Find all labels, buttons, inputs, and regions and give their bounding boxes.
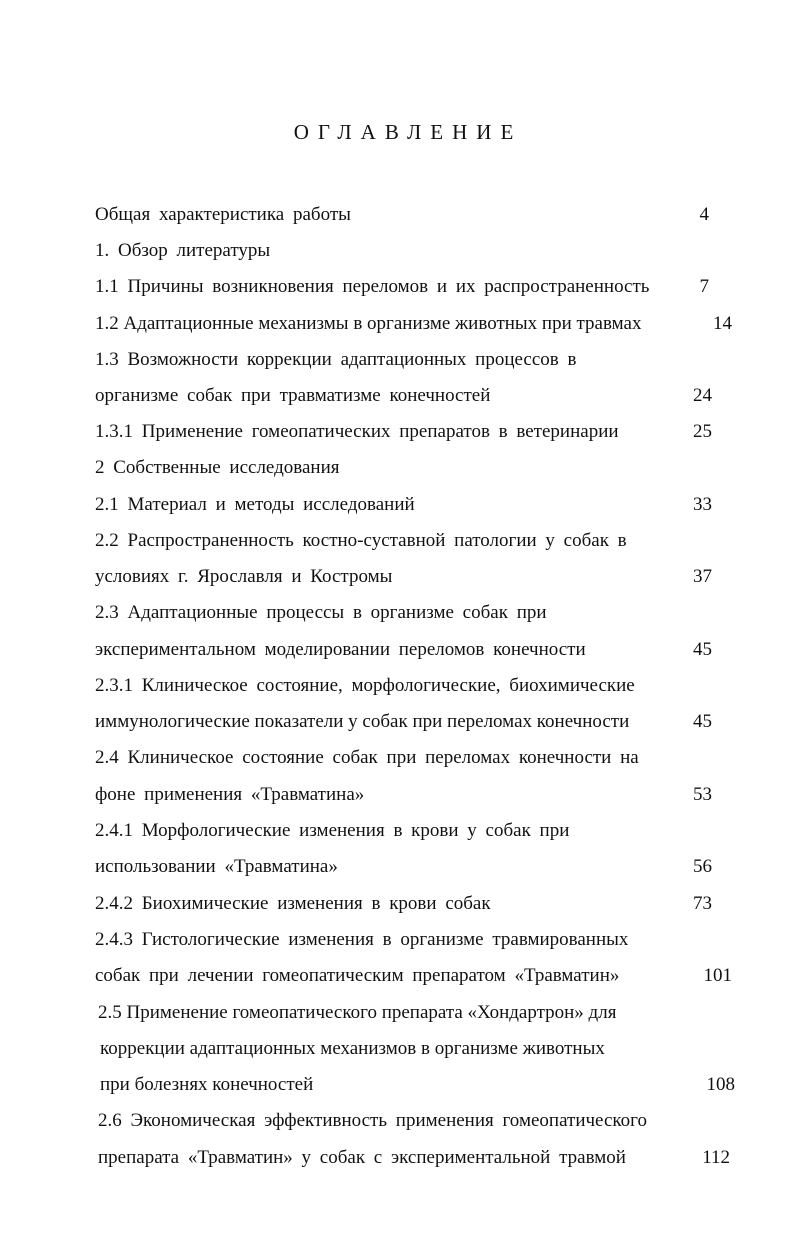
toc-entry (95, 269, 735, 305)
toc-entry-text: 2 Собственные исследования (95, 457, 340, 478)
toc-entry-text: 2.4.3 Гистологические изменения в организме травмированных (95, 929, 629, 950)
toc-entry (100, 1067, 740, 1103)
toc-entry-text: 2.1 Материал и методы исследований (95, 494, 415, 515)
toc-entry-text: 2.4.1 Морфологические изменения в крови у собак при (95, 820, 570, 841)
toc-entry (95, 559, 735, 595)
toc-entry-text: 2.5 Применение гомеопатического препарата «Хондартрон» для (98, 1002, 617, 1023)
toc-entry (95, 777, 735, 813)
toc-entry-text: 1.3 Возможности коррекции адаптационных процессов в (95, 349, 577, 370)
toc-entry-text: 1.3.1 Применение гомеопатических препаратов в ветеринарии (95, 421, 619, 442)
toc-entry-text: 1. Обзор литературы (95, 240, 271, 261)
toc-entry (95, 233, 735, 269)
toc-page-number: 4 (699, 204, 709, 225)
toc-entry (95, 740, 735, 776)
toc-entry (95, 704, 735, 740)
toc-entry (95, 886, 735, 922)
toc-entry-text: экспериментальном моделировании переломов конечности (95, 639, 586, 660)
toc-entry (95, 306, 735, 342)
toc-entry (95, 849, 735, 885)
toc-entry-text: использовании «Травматина» (95, 856, 338, 877)
toc-entry-text: коррекции адаптационных механизмов в организме животных (100, 1038, 605, 1059)
toc-entry-text: 1.1 Причины возникновения переломов и их распространенность (95, 276, 650, 297)
toc-entry-text: 1.2 Адаптационные механизмы в организме животных при травмах (95, 313, 642, 334)
toc-page-number: 101 (703, 965, 732, 986)
toc-page-number: 25 (693, 421, 712, 442)
toc-page-number: 45 (693, 639, 712, 660)
page-title: ОГЛАВЛЕНИЕ (293, 120, 523, 144)
toc-page-number: 37 (693, 566, 712, 587)
toc-entry (95, 632, 735, 668)
toc-entry-text: 2.3.1 Клиническое состояние, морфологические, биохимические (95, 675, 635, 696)
toc-entry (100, 1031, 740, 1067)
toc-entry (95, 450, 735, 486)
toc-page-number: 112 (702, 1147, 730, 1168)
toc-page-number: 33 (693, 494, 712, 515)
toc-page-number: 14 (713, 313, 732, 334)
toc-entry-text: при болезнях конечностей (100, 1074, 314, 1095)
toc-page-number: 45 (693, 711, 712, 732)
toc-entry-text: 2.3 Адаптационные процессы в организме собак при (95, 602, 547, 623)
toc-entry (95, 523, 735, 559)
toc-entry (95, 342, 735, 378)
toc-entry (98, 1140, 738, 1176)
toc-entry-text: организме собак при травматизме конечностей (95, 385, 491, 406)
toc-entry (95, 414, 735, 450)
toc-entry-text: 2.4.2 Биохимические изменения в крови собак (95, 893, 491, 914)
toc-entry (95, 668, 735, 704)
toc-entry-text: условиях г. Ярославля и Костромы (95, 566, 393, 587)
toc-page-number: 24 (693, 385, 712, 406)
toc-entry (98, 995, 738, 1031)
toc-entry-text: Общая характеристика работы (95, 204, 351, 225)
toc-page-number: 7 (699, 276, 709, 297)
toc-entry (95, 922, 735, 958)
toc-entry-text: фоне применения «Травматина» (95, 784, 365, 805)
toc-entry-text: 2.6 Экономическая эффективность применения гомеопатического (98, 1110, 647, 1131)
toc-entry-text: 2.2 Распространенность костно-суставной патологии у собак в (95, 530, 627, 551)
toc-entry (95, 378, 735, 414)
toc-entry (95, 487, 735, 523)
toc-entry-text: собак при лечении гомеопатическим препаратом «Травматин» (95, 965, 620, 986)
toc-entry-text: 2.4 Клиническое состояние собак при переломах конечности на (95, 747, 639, 768)
toc-entry (95, 595, 735, 631)
toc-entry (95, 958, 735, 994)
toc-entry (98, 1103, 738, 1139)
toc-entry-text: препарата «Травматин» у собак с экспериментальной травмой (98, 1147, 626, 1168)
toc-page-number: 56 (693, 856, 712, 877)
toc-page-number: 108 (706, 1074, 735, 1095)
toc-page-number: 53 (693, 784, 712, 805)
toc-page-number: 73 (693, 893, 712, 914)
toc-entry-text: иммунологические показатели у собак при переломах конечности (95, 711, 630, 732)
toc-entry (95, 813, 735, 849)
toc-entry (95, 197, 735, 233)
